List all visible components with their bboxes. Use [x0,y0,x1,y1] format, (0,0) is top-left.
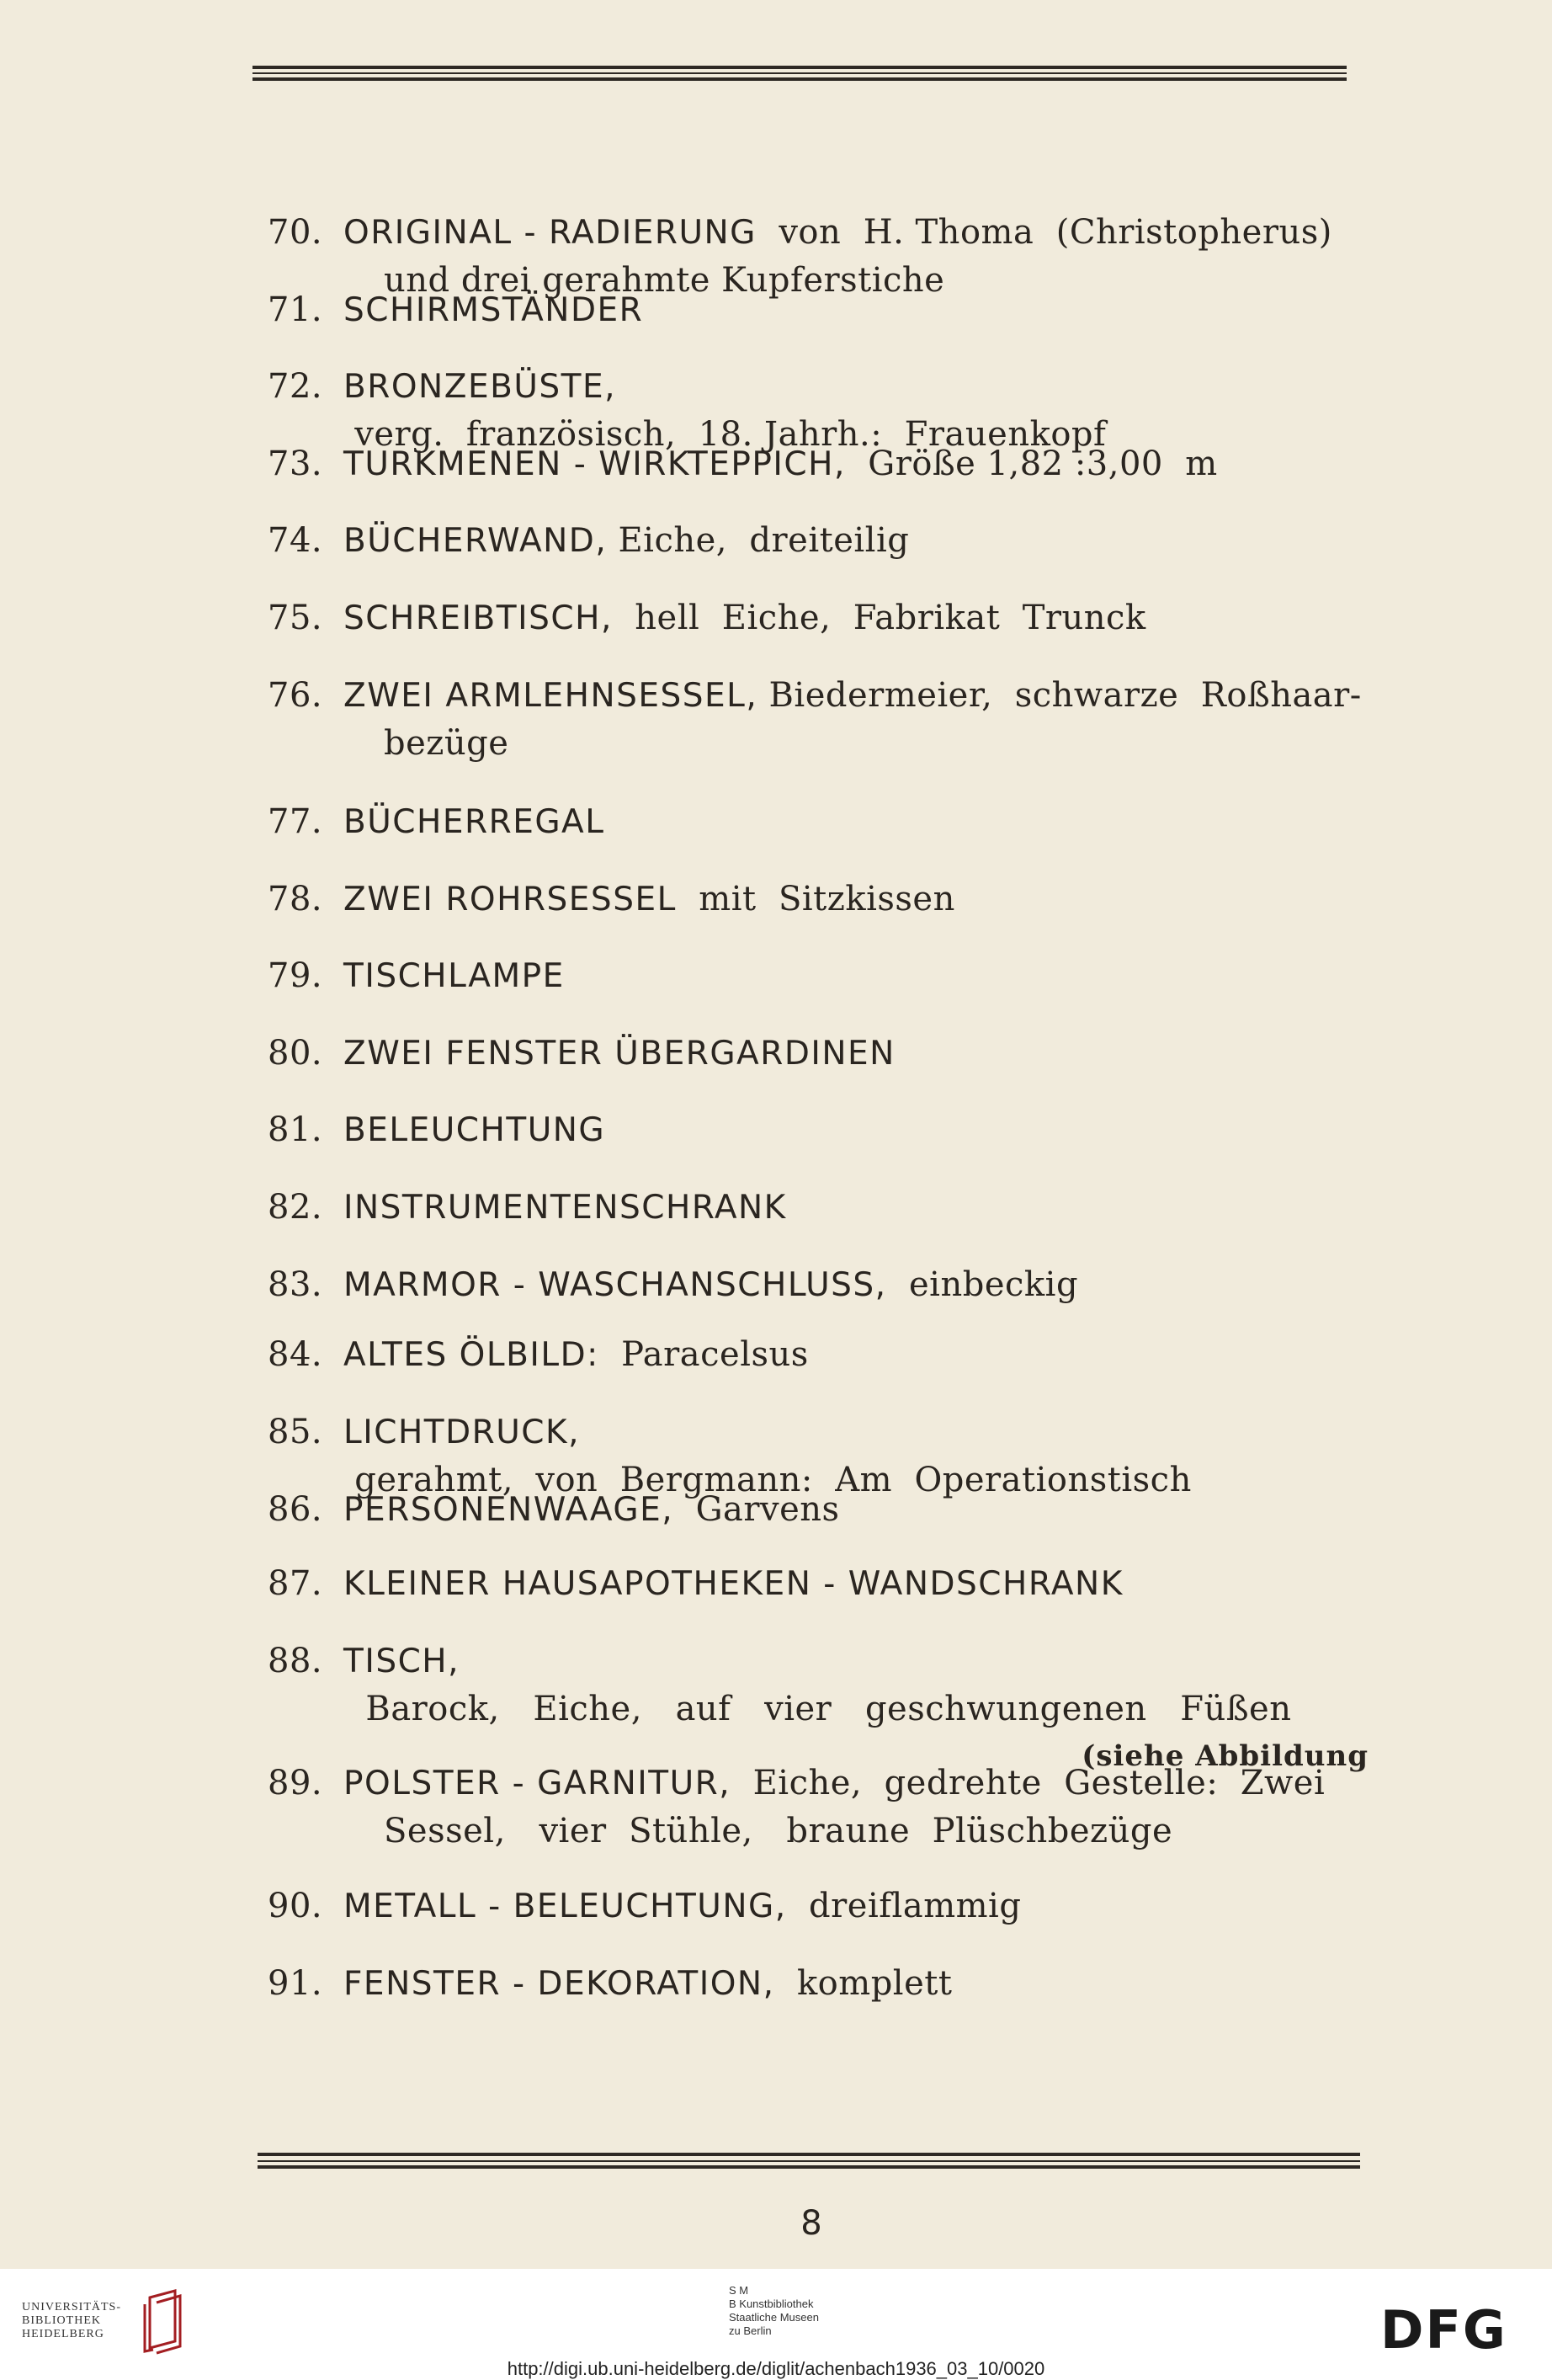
entry-title: BRONZEBÜSTE, [343,368,617,406]
library-line: HEIDELBERG [22,2328,104,2340]
entry-description: hell Eiche, Fabrikat Trunck [612,599,1146,637]
entry-title: FENSTER - DEKORATION, [343,1965,775,2003]
entry-text [343,1106,1362,1154]
catalog-entry [268,1560,1362,1608]
entry-number: 75. [268,599,323,637]
catalog-entry [268,1030,1362,1078]
entry-description: Barock, Eiche, auf vier geschwungenen Füßen [343,1690,1292,1728]
entry-description: mit Sitzkissen [676,880,955,918]
entry-description: komplett [774,1964,953,2003]
entry-description: Paracelsus [598,1335,809,1374]
entry-description: Eiche, gedrehte Gestelle: Zwei [731,1764,1326,1802]
entry-description: Garvens [673,1490,840,1529]
entry-description: Eiche, dreiteilig [607,521,910,560]
entry-description: Größe 1,82 :3,00 m [845,445,1218,483]
entry-number: 80. [268,1034,323,1073]
entry-title: BÜCHERWAND, [343,522,608,560]
entry-description: verg. französisch, 18. Jahrh.: Frauenkopf [343,415,1107,454]
entry-number: 91. [268,1964,323,2003]
entry-title: PERSONENWAAGE, [343,1491,674,1529]
catalog-entry [268,1261,1362,1309]
entry-number: 90. [268,1887,323,1925]
dfg-logo[interactable]: DFG [1380,2299,1507,2361]
catalog-entry [268,1882,1362,1930]
catalog-entry [268,672,1362,767]
entry-description: dreiflammig [786,1887,1022,1925]
entry-text [343,952,1362,1000]
library-line: BIBLIOTHEK [22,2314,101,2327]
smb-line: zu Berlin [729,2324,772,2337]
entry-number: 72. [268,367,323,406]
entry-number: 88. [268,1642,323,1680]
entry-text [343,1030,1362,1078]
catalog-entry [268,1331,1362,1379]
catalog-entry [268,1184,1362,1232]
entry-title: SCHIRMSTÄNDER [343,291,644,329]
entry-number: 81. [268,1110,323,1149]
catalog-entry [268,876,1362,924]
smb-line: Staatliche Museen [729,2311,819,2324]
entry-title: ZWEI ROHRSESSEL [343,881,677,918]
entry-number: 71. [268,290,323,329]
entry-title: METALL - BELEUCHTUNG, [343,1887,787,1925]
catalog-entry [268,594,1362,642]
entry-number: 79. [268,956,323,995]
library-emblem-icon [141,2287,189,2355]
entry-text [343,517,1362,565]
entry-text [343,1882,1362,1930]
entry-number: 83. [268,1265,323,1304]
catalog-entry [268,1106,1362,1154]
entry-number: 85. [268,1413,323,1451]
entry-title: TISCHLAMPE [343,957,565,995]
entry-description: einbeckig [886,1265,1079,1304]
entry-text [343,1760,1362,1855]
entry-text [343,594,1362,642]
entry-title: SCHREIBTISCH, [343,599,613,637]
entry-title: BÜCHERREGAL [343,803,605,841]
entry-title: INSTRUMENTENSCHRANK [343,1189,787,1227]
library-line: UNIVERSITÄTS- [22,2301,121,2313]
catalog-entry [268,1960,1362,2008]
entry-text [343,672,1362,767]
catalog-entry [268,1760,1362,1855]
smb-logo[interactable] [729,2284,819,2338]
top-double-rule [252,66,1347,86]
entry-text [343,1560,1362,1608]
entry-number: 78. [268,880,323,918]
entry-text [343,286,1362,334]
university-library-logo[interactable] [22,2301,121,2341]
entry-title: MARMOR - WASCHANSCHLUSS, [343,1266,887,1304]
catalog-entry [268,798,1362,846]
entry-title: BELEUCHTUNG [343,1111,606,1149]
entry-text [343,1486,1362,1534]
entry-note: (siehe Abbildung [1082,1739,1369,1773]
entry-text [343,798,1362,846]
catalog-entry [268,952,1362,1000]
entry-text [343,1637,1369,1780]
entry-number: 84. [268,1335,323,1374]
permalink-url[interactable]: http://digi.ub.uni-heidelberg.de/diglit/achenbach1936_03_10/0020 [507,2358,1045,2379]
catalog-entry [268,517,1362,565]
page-number: 8 [800,2204,822,2243]
entry-number: 70. [268,213,323,252]
bottom-double-rule [258,2153,1360,2175]
entry-number: 86. [268,1490,323,1529]
entry-number: 73. [268,445,323,483]
entry-text [343,1960,1362,2008]
smb-line: B Kunstbibliothek [729,2297,814,2310]
digitization-footer [0,2269,1552,2380]
entry-title: LICHTDRUCK, [343,1414,580,1451]
entry-text [343,440,1362,488]
entry-title: TURKMENEN - WIRKTEPPICH, [343,445,846,483]
entry-number: 87. [268,1564,323,1603]
entry-number: 74. [268,521,323,560]
catalog-entry [268,1486,1362,1534]
entry-title: KLEINER HAUSAPOTHEKEN - WANDSCHRANK [343,1565,1124,1603]
entry-title: ALTES ÖLBILD: [343,1336,599,1374]
entry-title: TISCH, [343,1643,460,1680]
entry-number: 82. [268,1188,323,1227]
entry-description: von H. Thoma (Christopherus) [756,213,1332,252]
smb-line: S M [729,2284,749,2297]
entry-text [343,1331,1362,1379]
entry-continuation: und drei gerahmte Kupferstiche [384,261,945,300]
entry-description: gerahmt, von Bergmann: Am Operationstisch [343,1461,1192,1499]
entry-text [343,1261,1362,1309]
entry-continuation: bezüge [384,724,509,763]
entry-description: Biedermeier, schwarze Roßhaar- [757,676,1362,715]
entry-text [343,876,1362,924]
catalog-entry [268,1637,1369,1780]
catalog-entry [268,286,1362,334]
entry-number: 89. [268,1764,323,1802]
entry-title: ZWEI FENSTER ÜBERGARDINEN [343,1035,896,1073]
entry-number: 76. [268,676,323,715]
entry-continuation: Sessel, vier Stühle, braune Plüschbezüge [384,1812,1173,1850]
entry-title: ORIGINAL - RADIERUNG [343,214,757,252]
entry-number: 77. [268,802,323,841]
entry-text [343,1184,1362,1232]
catalog-entry [268,440,1362,488]
entry-title: ZWEI ARMLEHNSESSEL, [343,677,758,715]
entry-title: POLSTER - GARNITUR, [343,1765,731,1802]
